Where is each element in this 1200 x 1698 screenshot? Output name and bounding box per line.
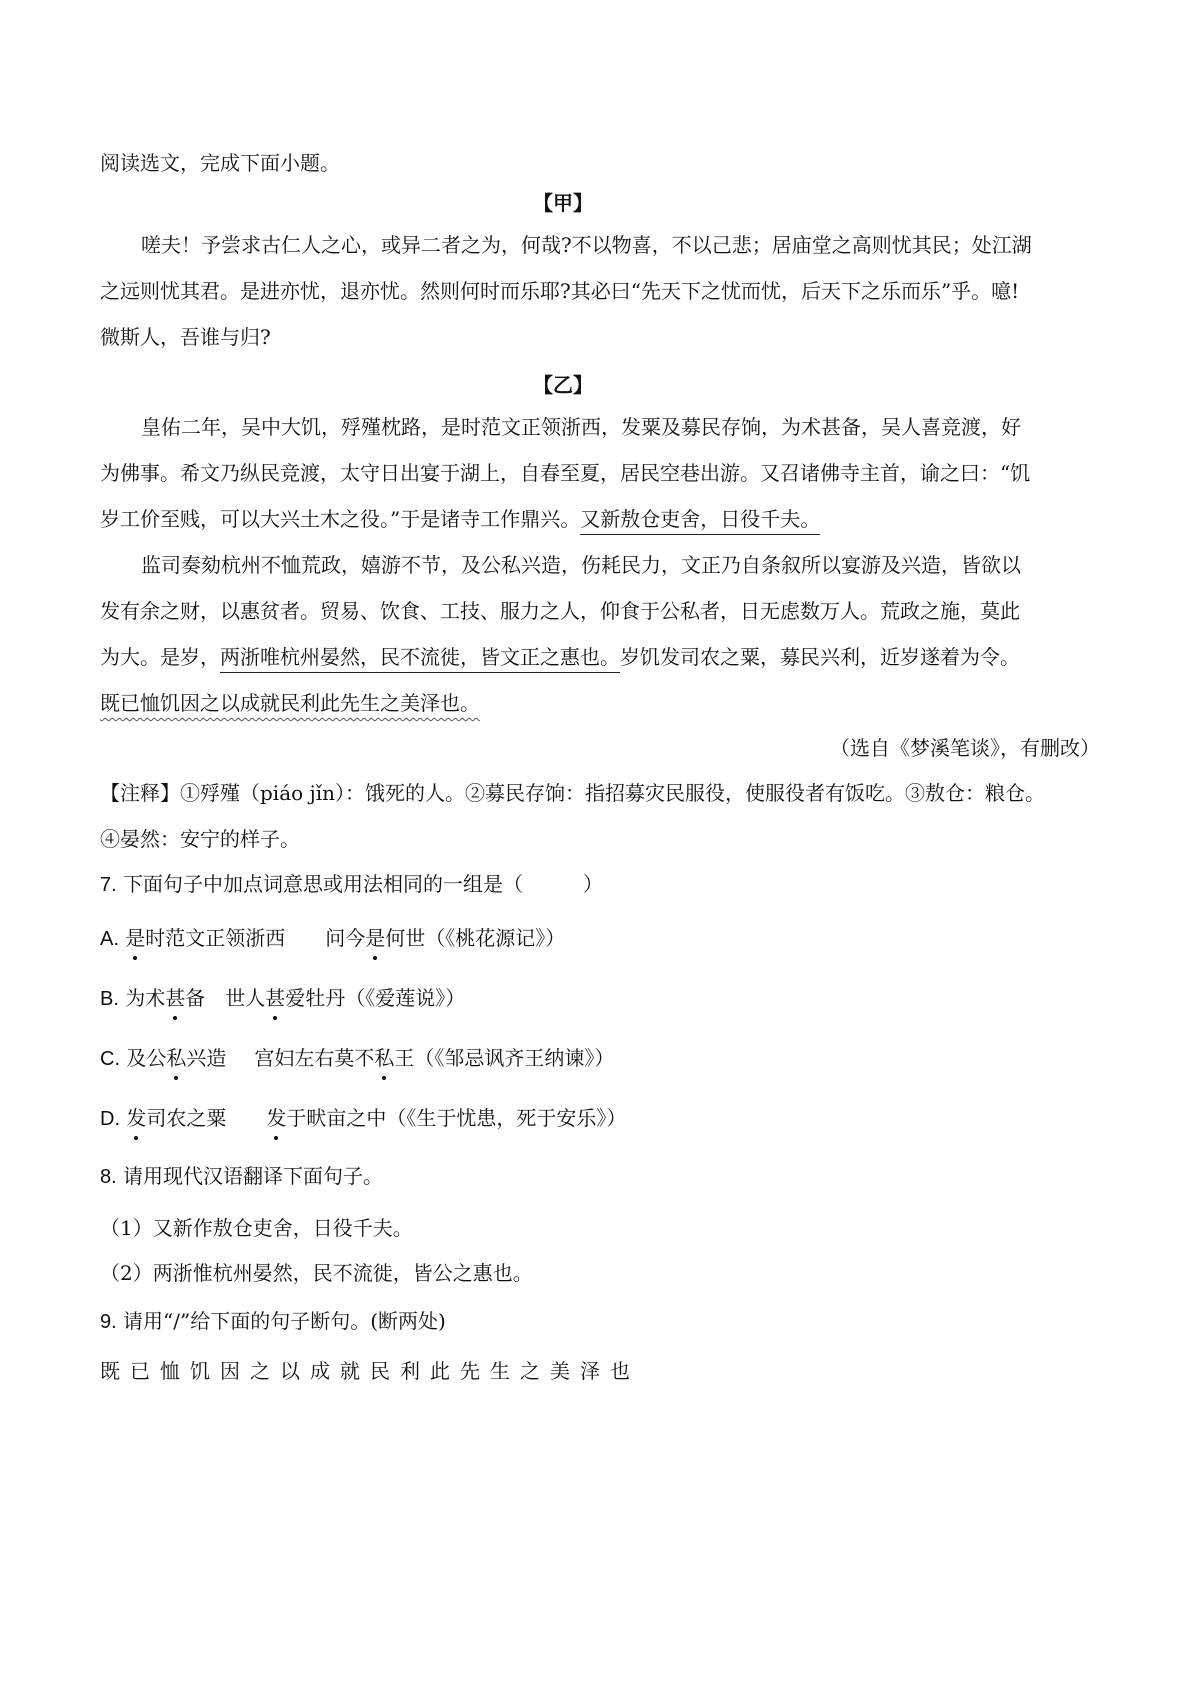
char: 民 — [370, 1359, 390, 1383]
underlined-sentence-1: 又新敖仓吏舍，日役千夫。 — [580, 507, 820, 535]
q7-option-a[interactable] — [100, 925, 565, 952]
q7-option-c[interactable] — [100, 1045, 614, 1072]
yi-p2-line-3-a: 为大。是岁， — [100, 645, 220, 669]
yi-p2-line-2: 发有余之财，以惠贫者。贸易、饮食、工技、服力之人，仰食于公私者，日无虑数万人。荒政之施，莫此 — [100, 599, 1020, 623]
jia-line-1: 嗟夫！予尝求古仁人之心，或异二者之为，何哉?不以物喜，不以己悲；居庙堂之高则忧其民；处江湖 — [141, 233, 1032, 257]
option-text: 及公 — [126, 1046, 167, 1070]
yi-p1-line-3-plain: 岁工价至贱，可以大兴土木之役。”于是诸寺工作鼎兴。 — [100, 507, 581, 531]
q7-number: 7. — [100, 874, 117, 896]
yi-heading: 【乙】 — [533, 373, 593, 397]
option-letter: B. — [100, 988, 119, 1010]
yi-p2-line-3-b: 岁饥发司农之粟，募民兴利，近岁遂着为令。 — [620, 645, 1020, 669]
instruction-text: 阅读选文，完成下面小题。 — [100, 151, 340, 175]
option-text: 世人 — [225, 986, 266, 1010]
wavy-sentence — [100, 690, 480, 716]
wavy-underlined-text: 既已恤饥因之以成就民利此先生之美泽也。 — [100, 691, 480, 715]
char: 也 — [610, 1359, 630, 1383]
char: 此 — [430, 1359, 450, 1383]
notes-line-2: ④晏然：安宁的样子。 — [100, 827, 300, 851]
q8-item-2: （2）两浙惟杭州晏然，民不流徙，皆公之惠也。 — [100, 1261, 533, 1285]
q8-stem-text: 请用现代汉语翻译下面句子。 — [123, 1164, 384, 1188]
option-text: 司农之粟 — [146, 1106, 227, 1130]
q9-sentence — [100, 1358, 640, 1384]
option-text: 宫妇左右莫不 — [254, 1046, 375, 1070]
option-letter: C. — [100, 1048, 120, 1070]
jia-line-2: 之远则忧其君。是进亦忧，退亦忧。然则何时而乐耶?其必曰“先天下之忧而忧，后天下之乐而乐”乎。噫! — [100, 279, 1020, 303]
char: 因 — [220, 1359, 240, 1383]
option-text: 时范文正领浙西 — [145, 926, 286, 950]
char: 之 — [250, 1359, 270, 1383]
dotted-word: 甚 — [265, 986, 286, 1010]
q8-item-1: （1）又新作敖仓吏舍，日役千夫。 — [100, 1216, 413, 1240]
char: 已 — [130, 1359, 150, 1383]
option-letter: A. — [100, 928, 119, 950]
q7-stem-text: 下面句子中加点词意思或用法相同的一组是（ ） — [123, 872, 604, 896]
q9-stem — [100, 1308, 446, 1335]
dotted-word: 甚 — [165, 986, 186, 1010]
option-text: 于畎亩之中（《生于忧患，死于安乐》） — [286, 1106, 627, 1130]
q8-stem — [100, 1163, 383, 1190]
option-letter: D. — [100, 1108, 120, 1130]
option-text: 爱牡丹（《爱莲说》） — [285, 986, 466, 1010]
dotted-word: 发 — [126, 1106, 147, 1130]
yi-p2-line-1: 监司奏劾杭州不恤荒政，嬉游不节，及公私兴造，伤耗民力，文正乃自条叙所以宴游及兴造，皆欲以 — [141, 553, 1021, 577]
char: 饥 — [190, 1359, 210, 1383]
yi-p1-line-1: 皇佑二年，吴中大饥，殍殣枕路，是时范文正领浙西，发粟及募民存饷，为术甚备，吴人喜竞渡，好 — [141, 415, 1021, 439]
char: 利 — [400, 1359, 420, 1383]
option-text: 兴造 — [186, 1046, 227, 1070]
jia-heading: 【甲】 — [533, 191, 593, 215]
source-citation: （选自《梦溪笔谈》，有删改） — [830, 736, 1100, 760]
char: 恤 — [160, 1359, 180, 1383]
notes-line-1: 【注释】①殍殣（piáo jǐn）：饿死的人。②募民存饷：指招募灾民服役，使服役者有饭吃。③敖仓：粮仓。 — [100, 781, 1045, 805]
char: 美 — [550, 1359, 570, 1383]
option-text: 为术 — [125, 986, 166, 1010]
char: 生 — [490, 1359, 510, 1383]
char: 先 — [460, 1359, 480, 1383]
char: 成 — [310, 1359, 330, 1383]
yi-p2-line-3 — [100, 644, 1020, 670]
char: 泽 — [580, 1359, 600, 1383]
char: 以 — [280, 1359, 300, 1383]
dotted-word: 是 — [365, 926, 386, 950]
underlined-sentence-2: 两浙唯杭州晏然，民不流徙，皆文正之惠也。 — [220, 645, 620, 673]
option-text: 何世（《桃花源记》） — [385, 926, 566, 950]
option-text: 问今 — [325, 926, 366, 950]
q7-option-b[interactable] — [100, 985, 465, 1012]
yi-p1-line-2: 为佛事。希文乃纵民竞渡，太守日出宴于湖上，自春至夏，居民空巷出游。又召诸佛寺主首，谕之曰：“饥 — [100, 461, 1031, 485]
jia-line-3: 微斯人，吾谁与归? — [100, 325, 271, 349]
option-text: 备 — [185, 986, 206, 1010]
q8-number: 8. — [100, 1166, 117, 1188]
char: 既 — [100, 1359, 120, 1383]
q9-stem-text: 请用“/”给下面的句子断句。(断两处) — [123, 1309, 446, 1333]
q7-stem — [100, 871, 603, 898]
option-text: 王（《邹忌讽齐王纳谏》） — [394, 1046, 615, 1070]
char: 就 — [340, 1359, 360, 1383]
dotted-word: 私 — [166, 1046, 187, 1070]
dotted-word: 发 — [266, 1106, 287, 1130]
q9-number: 9. — [100, 1311, 117, 1333]
dotted-word: 私 — [374, 1046, 395, 1070]
yi-p1-line-3 — [100, 506, 820, 532]
dotted-word: 是 — [125, 926, 146, 950]
char: 之 — [520, 1359, 540, 1383]
q7-option-d[interactable] — [100, 1105, 626, 1132]
